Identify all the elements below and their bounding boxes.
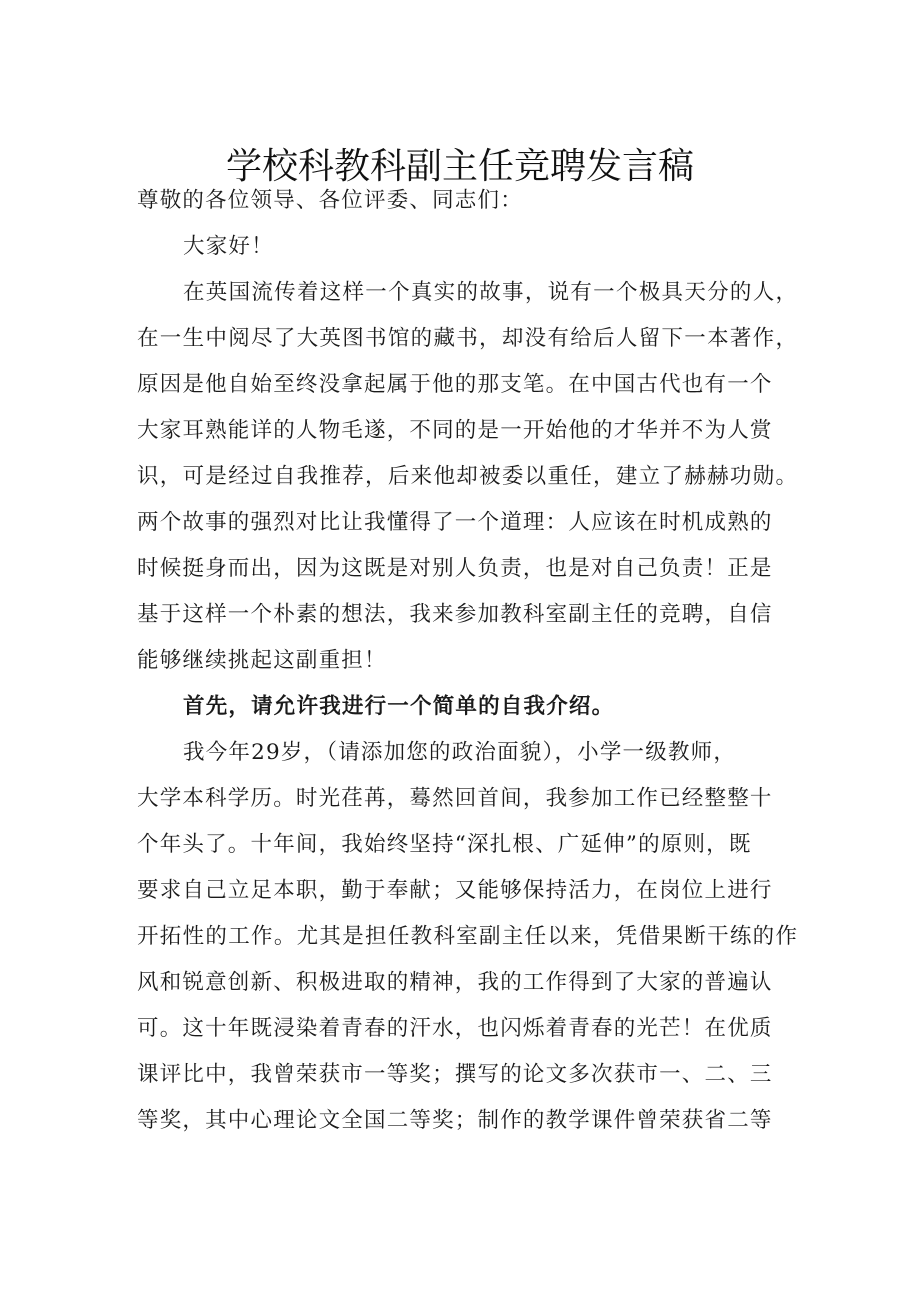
paragraph-line: 识，可是经过自我推荐，后来他却被委以重任，建立了赫赫功勋。 [137, 464, 797, 489]
section-heading-line: 首先，请允许我进行一个简单的自我介绍。 [183, 694, 615, 719]
paragraph-line: 大家耳熟能详的人物毛遂，不同的是一开始他的才华并不为人赏 [137, 418, 773, 443]
paragraph-line: 在一生中阅尽了大英图书馆的藏书，却没有给后人留下一本著作， [137, 326, 797, 351]
paragraph-line: 大学本科学历。时光荏苒，蓦然回首间，我参加工作已经整整十 [137, 786, 773, 811]
paragraph-line: 可。这十年既浸染着青春的汗水，也闪烁着青春的光芒！在优质 [137, 1016, 773, 1041]
paragraph-line: 风和锐意创新、积极进取的精神，我的工作得到了大家的普遍认 [137, 970, 773, 995]
salutation-line: 尊敬的各位领导、各位评委、同志们： [137, 188, 523, 213]
document-title: 学校科教科副主任竞聘发言稿 [225, 146, 694, 188]
paragraph-line: 个年头了。十年间，我始终坚持“深扎根、广延伸”的原则，既 [137, 832, 752, 857]
paragraph-line: 课评比中，我曾荣获市一等奖；撰写的论文多次获市一、二、三 [137, 1062, 773, 1087]
greeting-line: 大家好！ [183, 234, 274, 259]
paragraph-line: 两个故事的强烈对比让我懂得了一个道理：人应该在时机成熟的 [137, 510, 773, 535]
paragraph-self-introduction [137, 730, 797, 1144]
paragraph-line: 能够继续挑起这副重担！ [137, 648, 387, 673]
paragraph-line: 我今年29岁，（请添加您的政治面貌），小学一级教师， [183, 740, 737, 765]
salutation [137, 178, 797, 224]
paragraph-line: 在英国流传着这样一个真实的故事，说有一个极具天分的人， [183, 280, 797, 305]
paragraph-line: 要求自己立足本职，勤于奉献；又能够保持活力，在岗位上进行 [137, 878, 773, 903]
paragraph-line: 基于这样一个朴素的想法，我来参加教科室副主任的竞聘，自信 [137, 602, 773, 627]
paragraph-line: 时候挺身而出，因为这既是对别人负责，也是对自己负责！正是 [137, 556, 773, 581]
paragraph-intro-story [137, 270, 797, 684]
section-heading [137, 684, 797, 730]
document-body [137, 178, 797, 1144]
paragraph-line: 开拓性的工作。尤其是担任教科室副主任以来，凭借果断干练的作 [137, 924, 797, 949]
paragraph-line: 原因是他自始至终没拿起属于他的那支笔。在中国古代也有一个 [137, 372, 773, 397]
greeting [137, 224, 797, 270]
paragraph-line: 等奖，其中心理论文全国二等奖；制作的教学课件曾荣获省二等 [137, 1108, 773, 1133]
